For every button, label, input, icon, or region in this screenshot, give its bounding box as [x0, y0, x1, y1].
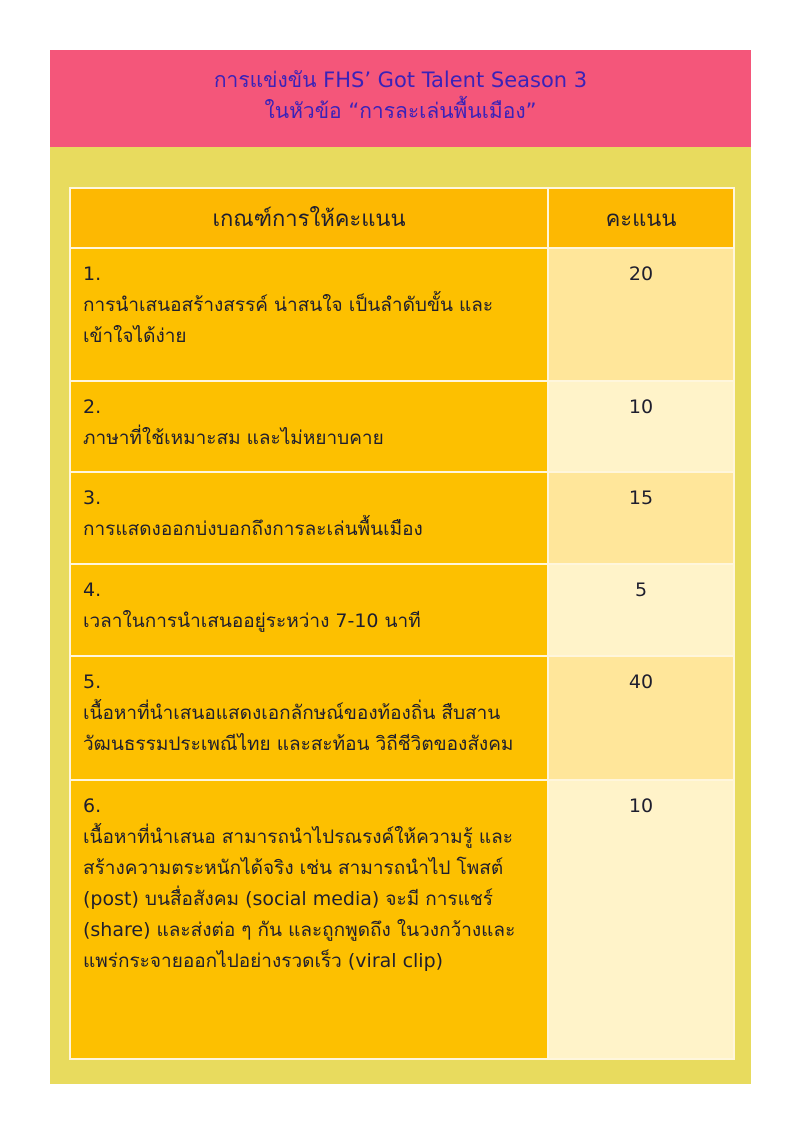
criteria-cell — [70, 780, 548, 1059]
table-row — [70, 472, 734, 564]
criteria-number: 2. — [83, 396, 102, 418]
title-banner — [50, 50, 751, 147]
table-row — [70, 381, 734, 472]
criteria-text: เนื้อหาที่นำเสนอแสดงเอกลักษณ์ของท้องถิ่น สืบสานวัฒนธรรมประเพณีไทย และสะท้อน วิถีชีวิตของสังคม — [83, 702, 514, 755]
title-line-2: ในหัวข้อ “การละเล่นพื้นเมือง” — [264, 99, 537, 123]
title-line-1: การแข่งขัน FHS’ Got Talent Season 3 — [213, 68, 588, 92]
table-row — [70, 656, 734, 780]
criteria-text: เนื้อหาที่นำเสนอ สามารถนำไปรณรงค์ให้ความรู้ และสร้างความตระหนักได้จริง เช่น สามารถนำไป โพสต์ (post) บนสื่อสังคม (social media) จะมี การแชร์ (share) และส่งต่อ ๆ กัน และถูกพูดถึง ในวงกว้างและแพร่กระจายออกไปอย่างรวดเร็ว (viral clip) — [83, 826, 516, 972]
criteria-number: 3. — [83, 487, 102, 509]
table-header-row — [70, 188, 734, 248]
criteria-cell — [70, 564, 548, 656]
criteria-text: การนำเสนอสร้างสรรค์ น่าสนใจ เป็นลำดับขั้น และเข้าใจได้ง่าย — [83, 294, 494, 347]
score-cell: 10 — [548, 780, 734, 1059]
score-cell: 5 — [548, 564, 734, 656]
score-cell: 40 — [548, 656, 734, 780]
table-row — [70, 248, 734, 381]
criteria-cell — [70, 472, 548, 564]
table-row — [70, 564, 734, 656]
criteria-number: 5. — [83, 671, 102, 693]
criteria-number: 1. — [83, 263, 102, 285]
score-cell: 20 — [548, 248, 734, 381]
criteria-number: 6. — [83, 795, 102, 817]
criteria-text: ภาษาที่ใช้เหมาะสม และไม่หยาบคาย — [83, 427, 384, 449]
table-row — [70, 780, 734, 1059]
criteria-cell — [70, 381, 548, 472]
criteria-text: เวลาในการนำเสนออยู่ระหว่าง 7-10 นาที — [83, 610, 421, 632]
criteria-table — [69, 187, 735, 1060]
criteria-number: 4. — [83, 579, 102, 601]
scoring-sheet — [50, 50, 751, 1084]
criteria-header: เกณฑ์การให้คะแนน — [70, 188, 548, 248]
score-header: คะแนน — [548, 188, 734, 248]
criteria-text: การแสดงออกบ่งบอกถึงการละเล่นพื้นเมือง — [83, 518, 423, 540]
criteria-cell — [70, 656, 548, 780]
score-cell: 15 — [548, 472, 734, 564]
criteria-cell — [70, 248, 548, 381]
score-cell: 10 — [548, 381, 734, 472]
